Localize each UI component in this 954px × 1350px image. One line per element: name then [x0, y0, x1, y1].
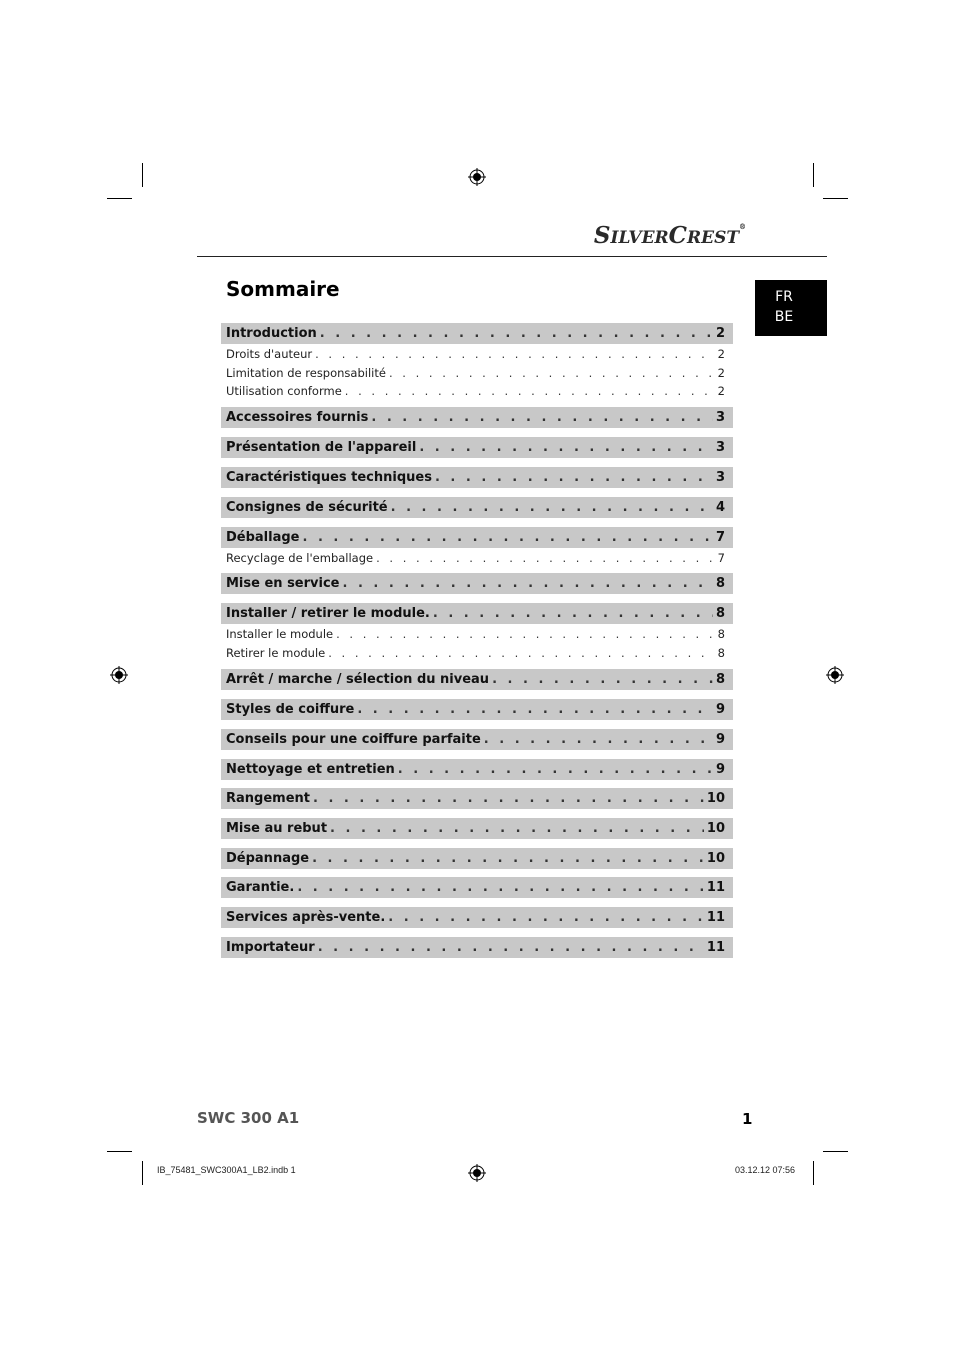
- toc-section: [221, 437, 733, 458]
- toc-subentry-label: Utilisation conforme: [226, 384, 342, 399]
- dot-leader: [330, 821, 704, 836]
- dot-leader: [303, 530, 713, 545]
- toc-section: [221, 848, 733, 869]
- toc-subentry-page: 2: [717, 365, 725, 380]
- dot-leader: [433, 606, 713, 621]
- toc-section-label: Services après-vente.: [226, 910, 386, 925]
- toc-section: [221, 759, 733, 780]
- toc-section: [221, 573, 733, 594]
- toc-subentry: [221, 345, 733, 364]
- dot-leader: [389, 366, 715, 380]
- toc-section-label: Styles de coiffure: [226, 702, 355, 717]
- toc-section: [221, 818, 733, 839]
- toc-section-page: 10: [706, 821, 725, 836]
- toc-section: [221, 907, 733, 928]
- dot-leader: [484, 732, 713, 747]
- toc-subentry: [221, 644, 733, 663]
- toc-subentry-page: 2: [717, 347, 725, 362]
- registration-mark-icon: [468, 168, 486, 186]
- registration-mark-icon: [826, 666, 844, 684]
- toc-section-page: 3: [715, 439, 725, 455]
- crop-mark: [142, 1161, 143, 1185]
- dot-leader: [320, 326, 713, 341]
- toc-section-label: Garantie.: [226, 880, 295, 895]
- toc-section-label: Présentation de l'appareil: [226, 439, 417, 455]
- toc-section: [221, 877, 733, 898]
- print-slug-date: 03.12.12 07:56: [735, 1165, 796, 1175]
- toc-subentry-page: 2: [717, 384, 725, 399]
- toc-subentry: [221, 382, 733, 401]
- toc-subentry-label: Limitation de responsabilité: [226, 365, 386, 380]
- toc-section: [221, 603, 733, 624]
- toc-section-label: Mise en service: [226, 576, 340, 591]
- brand-logo: [560, 222, 746, 252]
- dot-leader: [391, 500, 713, 515]
- dot-leader: [315, 347, 715, 361]
- toc-subentry: [221, 364, 733, 383]
- brand-letters: REST: [686, 228, 739, 248]
- dot-leader: [419, 440, 713, 455]
- toc-section: [221, 323, 733, 344]
- toc-section-label: Consignes de sécurité: [226, 499, 388, 515]
- toc-subentry-page: 8: [717, 645, 725, 660]
- dot-leader: [388, 910, 704, 925]
- toc-section-page: 7: [715, 529, 725, 545]
- crop-mark: [813, 163, 814, 187]
- page-title: Sommaire: [226, 277, 340, 301]
- toc-subentry-label: Retirer le module: [226, 645, 326, 660]
- brand-letter: C: [668, 222, 687, 249]
- toc-section-page: 8: [715, 576, 725, 591]
- toc-section: [221, 788, 733, 809]
- registration-mark-icon: [110, 666, 128, 684]
- toc-subentry-label: Recyclage de l'emballage: [226, 550, 374, 565]
- toc-section-label: Dépannage: [226, 851, 310, 866]
- toc-subentry-page: 8: [717, 627, 725, 642]
- toc-section-page: 9: [715, 762, 725, 777]
- registration-mark-icon: [468, 1164, 486, 1182]
- toc-subentry: [221, 549, 733, 568]
- crop-mark: [142, 163, 143, 187]
- toc-section-page: 10: [706, 851, 725, 866]
- header-rule: [197, 256, 827, 257]
- toc-section-page: 3: [715, 469, 725, 485]
- print-slug-file: IB_75481_SWC300A1_LB2.indb 1: [157, 1165, 296, 1175]
- crop-mark: [823, 198, 848, 199]
- toc-section: [221, 699, 733, 720]
- brand-letters: ILVER: [610, 228, 669, 248]
- toc-section-label: Nettoyage et entretien: [226, 762, 395, 777]
- toc-section: [221, 407, 733, 428]
- dot-leader: [345, 384, 715, 398]
- toc-section-label: Arrêt / marche / sélection du niveau: [226, 672, 490, 687]
- toc-section-page: 2: [715, 326, 725, 341]
- toc-section-page: 11: [706, 880, 725, 895]
- crop-mark: [107, 198, 132, 199]
- toc-section-page: 9: [715, 702, 725, 717]
- language-code: BE: [774, 309, 794, 325]
- toc-section-page: 9: [715, 732, 725, 747]
- toc-subentry: [221, 625, 733, 644]
- dot-leader: [312, 851, 704, 866]
- toc-section-label: Mise au rebut: [226, 821, 328, 836]
- table-of-contents: [221, 323, 733, 958]
- toc-subentry-page: 7: [717, 550, 725, 565]
- toc-subentry-label: Installer le module: [226, 627, 334, 642]
- toc-section: [221, 497, 733, 518]
- toc-section-label: Introduction: [226, 326, 317, 341]
- model-number: SWC 300 A1: [197, 1109, 300, 1127]
- toc-section-page: 11: [706, 910, 725, 925]
- dot-leader: [343, 576, 713, 591]
- dot-leader: [435, 470, 713, 485]
- dot-leader: [376, 551, 715, 565]
- registered-mark: ®: [739, 222, 746, 231]
- toc-section-page: 3: [715, 409, 725, 425]
- toc-section-label: Accessoires fournis: [226, 409, 369, 425]
- language-tab: [755, 280, 827, 336]
- dot-leader: [336, 627, 715, 641]
- toc-subentry-label: Droits d'auteur: [226, 347, 313, 362]
- dot-leader: [313, 791, 704, 806]
- toc-section: [221, 669, 733, 690]
- page-number: 1: [742, 1110, 753, 1128]
- toc-section-label: Rangement: [226, 791, 310, 806]
- toc-section-label: Caractéristiques techniques: [226, 469, 432, 485]
- brand-letter: S: [593, 222, 611, 249]
- dot-leader: [318, 940, 704, 955]
- toc-section-page: 4: [715, 499, 725, 515]
- toc-section-page: 8: [715, 606, 725, 621]
- dot-leader: [398, 762, 713, 777]
- language-code: FR: [775, 289, 793, 305]
- toc-section: [221, 937, 733, 958]
- dot-leader: [297, 880, 704, 895]
- toc-section-page: 10: [706, 791, 725, 806]
- crop-mark: [107, 1151, 132, 1152]
- toc-section: [221, 527, 733, 548]
- dot-leader: [371, 410, 713, 425]
- toc-section-page: 11: [706, 940, 725, 955]
- crop-mark: [813, 1161, 814, 1185]
- toc-section-label: Conseils pour une coiffure parfaite: [226, 732, 481, 747]
- toc-section-label: Importateur: [226, 940, 315, 955]
- toc-section-label: Déballage: [226, 529, 300, 545]
- toc-section: [221, 467, 733, 488]
- toc-section-page: 8: [715, 672, 725, 687]
- toc-section-label: Installer / retirer le module.: [226, 606, 430, 621]
- toc-section: [221, 729, 733, 750]
- crop-mark: [823, 1151, 848, 1152]
- dot-leader: [357, 702, 713, 717]
- dot-leader: [492, 672, 713, 687]
- dot-leader: [328, 646, 714, 660]
